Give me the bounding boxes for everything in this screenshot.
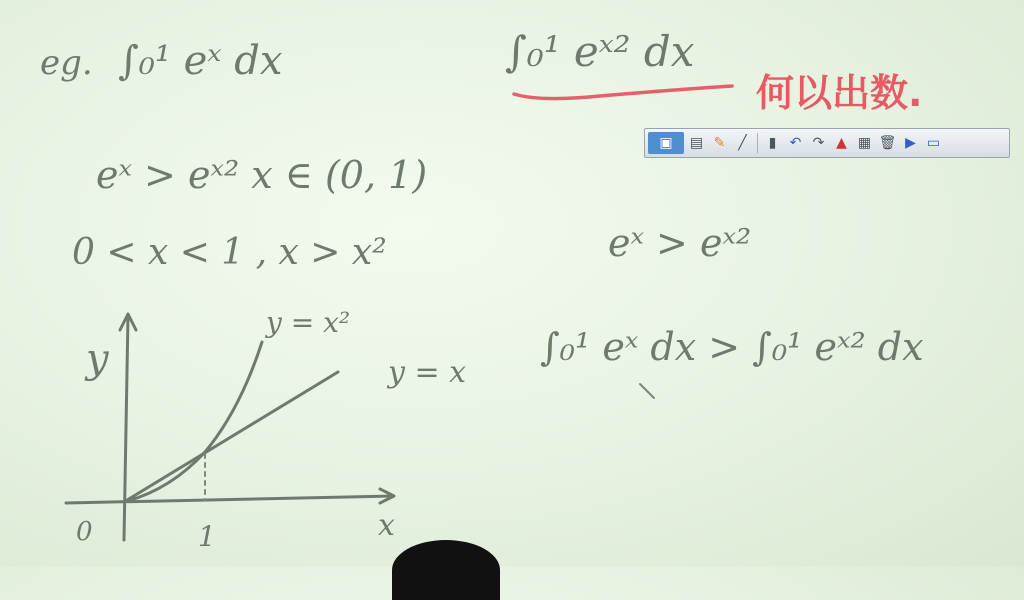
red-note: 何以出数. xyxy=(756,71,923,115)
exp-inequality: eˣ > eˣ² xyxy=(608,221,752,265)
chalk-dot xyxy=(640,384,654,398)
save-icon[interactable]: ▭ xyxy=(926,135,941,151)
layout-tool-icon[interactable]: ▤ xyxy=(689,135,704,151)
range-line: 0 < x < 1 , x > x² xyxy=(72,232,387,273)
redo-icon[interactable]: ↷ xyxy=(812,135,825,151)
y-axis xyxy=(124,316,128,540)
curve-label-x-squared: y = x² xyxy=(266,306,351,339)
eg-label: eg. xyxy=(40,43,93,83)
tick-one-label: 1 xyxy=(198,520,216,553)
y-axis-label: y xyxy=(86,336,109,382)
pen-tool-icon[interactable]: ✎ xyxy=(713,135,726,151)
inequality-line: eˣ > eˣ² x ∈ (0, 1) xyxy=(96,153,428,197)
x-axis-label: x xyxy=(378,508,395,543)
next-icon[interactable]: ▶ xyxy=(905,135,916,151)
pen-toolbar xyxy=(644,128,1010,158)
curve-y-x-squared xyxy=(124,342,262,502)
undo-icon[interactable]: ↶ xyxy=(789,135,802,151)
graph xyxy=(66,306,466,553)
toolbar-divider xyxy=(757,133,758,153)
integral-ex2: ∫₀¹ eˣ² dx xyxy=(505,27,695,76)
x-axis xyxy=(66,496,392,503)
integral-ex: ∫₀¹ eˣ dx xyxy=(118,38,283,84)
integral-comparison: ∫₀¹ eˣ dx > ∫₀¹ eˣ² dx xyxy=(540,325,924,369)
highlighter-icon[interactable]: ▲ xyxy=(836,135,847,151)
line-tool-icon[interactable]: ╱ xyxy=(738,135,747,151)
curve-label-y-x: y = x xyxy=(388,355,467,390)
red-underline xyxy=(514,86,732,99)
origin-label: 0 xyxy=(76,517,93,547)
presenter-head xyxy=(392,540,500,600)
eraser-tool-icon[interactable]: ▮ xyxy=(768,135,777,151)
page-icon[interactable]: ▦ xyxy=(857,135,872,151)
select-tool-icon[interactable]: ▣ xyxy=(648,132,684,154)
delete-icon[interactable]: 🗑 xyxy=(878,135,897,151)
line-y-x xyxy=(124,372,338,502)
